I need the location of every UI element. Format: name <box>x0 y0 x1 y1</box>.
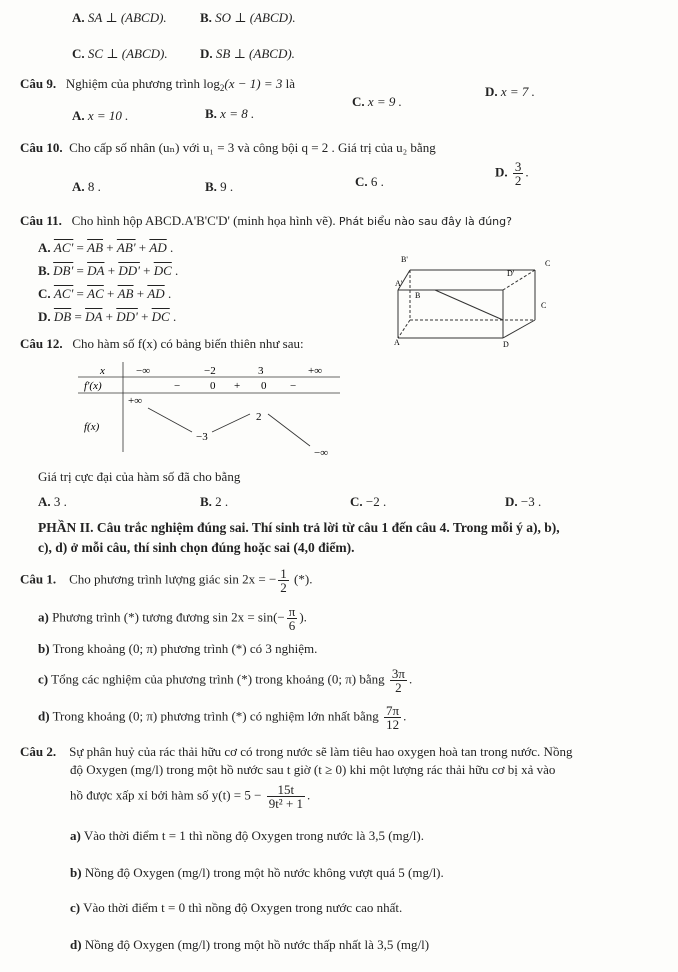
label-b-prime: B' <box>401 255 408 264</box>
table-f-value: +∞ <box>128 395 143 407</box>
table-fprime-sign: − <box>174 380 181 392</box>
p2q1-statement-a[interactable]: a) Phương trình (*) tương đương sin 2x = sin(− $\frac{\pi}{6}$ ). <box>38 604 307 633</box>
table-f-value: −∞ <box>314 447 329 459</box>
fraction: $\frac{7\pi}{12}$ <box>386 703 400 732</box>
label-a: A <box>394 338 400 347</box>
fraction: $\frac{3\pi}{2}$ <box>391 666 405 695</box>
table-x-value: −∞ <box>136 365 151 377</box>
q11-option-d[interactable]: D. $\overline{DB} = \overline{DA} + DD' + \overline{DC}$ . <box>38 309 177 324</box>
table-fprime-label: f'(x) <box>84 380 102 392</box>
label-c-top: C <box>545 259 551 268</box>
q8-option-c[interactable]: C. SC ⊥ (ABCD). <box>72 46 168 61</box>
q11-stem: Câu 11. Cho hình hộp ABCD.A'B'C'D' (minh họa hình vẽ). Phát biểu nào sau đây là đúng? <box>20 213 512 228</box>
fraction: $\frac{\pi}{6}$ <box>288 604 296 633</box>
q12-option-c[interactable]: C. −2 . <box>350 494 387 509</box>
label-d-prime: D' <box>507 269 515 278</box>
p2q2-statement-b[interactable]: b) Nồng độ Oxygen (mg/l) trong một hồ nước không vượt quá 5 (mg/l). <box>70 865 444 880</box>
table-fprime-sign: 0 <box>210 380 216 392</box>
p2q2-stem-line3: hồ được xấp xỉ bởi hàm số y(t) = 5 − $\frac{15t}{\text{9t² + 1}}$ . <box>70 782 311 811</box>
table-f-label: f(x) <box>84 421 100 433</box>
table-fprime-sign: − <box>290 380 297 392</box>
variation-table <box>78 360 343 460</box>
q9-option-a[interactable]: A. x = 10 . <box>72 108 129 123</box>
label-d: D <box>503 340 509 349</box>
p2q1-statement-b[interactable]: b) Trong khoảng (0; π) phương trình (*) có 3 nghiệm. <box>38 641 318 656</box>
p2q2-statement-d[interactable]: d) Nồng độ Oxygen (mg/l) trong một hồ nước thấp nhất là 3,5 (mg/l) <box>70 937 430 952</box>
q8-option-b[interactable]: B. SO ⊥ (ABCD). <box>200 10 296 25</box>
q12-option-a[interactable]: A. 3 . <box>38 494 67 509</box>
q11-option-b[interactable]: B. $DB' = \overline{DA} + DD' + \overline{DC}$ . <box>38 263 179 278</box>
q9-stem: Câu 9. Nghiệm của phương trình $\log_2(x - 1) = 3$ là <box>20 76 296 93</box>
table-x-label: x <box>100 365 105 377</box>
p2q2-statement-a[interactable]: a) Vào thời điểm t = 1 thì nồng độ Oxygen trong nước là 3,5 (mg/l). <box>70 828 424 843</box>
q9-option-c[interactable]: C. x = 9 . <box>352 94 402 109</box>
q8-option-a[interactable]: A. SA ⊥ (ABCD). <box>72 10 167 25</box>
p2q2-stem-line1: Câu 2. Sự phân huỷ của rác thải hữu cơ có trong nước sẽ làm tiêu hao oxygen hoà tan trong nước. Nồng <box>20 744 573 759</box>
q8-option-d[interactable]: D. SB ⊥ (ABCD). <box>200 46 295 61</box>
part2-heading-line2: c), d) ở mỗi câu, thí sinh chọn đúng hoặc sai (4,0 điểm). <box>38 540 355 555</box>
q11-option-c[interactable]: C. $AC' = \overline{AC} + \overline{AB} + \overline{AD}$ . <box>38 286 172 301</box>
fraction: $\frac{15t}{\text{9t² + 1}}$ <box>268 782 304 811</box>
fraction: $\frac{1}{2}$ <box>280 566 287 595</box>
q10-option-a[interactable]: A. 8 . <box>72 179 101 194</box>
q10-option-d[interactable]: D. $\frac{3}{2}$ . <box>495 159 529 188</box>
parallelepiped-figure <box>395 250 565 350</box>
p2q1-statement-c[interactable]: c) Tổng các nghiệm của phương trình (*) trong khoảng (0; π) bằng $\frac{3\pi}{2}$ . <box>38 666 413 695</box>
p2q1-stem: Câu 1. Cho phương trình lượng giác sin 2x = − $\frac{1}{2}$ (*). <box>20 566 313 595</box>
table-x-value: −2 <box>204 365 216 377</box>
label-c: C <box>541 301 547 310</box>
q11-option-a[interactable]: A. $AC' = \overline{AB} + AB' + \overline{AD}$ . <box>38 240 174 255</box>
q10-option-c[interactable]: C. 6 . <box>355 174 384 189</box>
q12-stem: Câu 12. Cho hàm số f(x) có bảng biến thiên như sau: <box>20 336 304 351</box>
table-f-value: 2 <box>256 411 262 423</box>
table-x-value: 3 <box>258 365 264 377</box>
q9-option-b[interactable]: B. x = 8 . <box>205 106 255 121</box>
q12-option-b[interactable]: B. 2 . <box>200 494 229 509</box>
p2q1-statement-d[interactable]: d) Trong khoảng (0; π) phương trình (*) có nghiệm lớn nhất bằng $\frac{7\pi}{12}$ . <box>38 703 407 732</box>
table-x-value: +∞ <box>308 365 323 377</box>
q10-stem: Câu 10. Cho cấp số nhân (uₙ) với u₁ = 3 và công bội q = 2 . Giá trị của u₂ bằng <box>20 140 436 155</box>
label-b: B <box>415 291 421 300</box>
part2-heading-line1: PHẦN II. Câu trắc nghiệm đúng sai. Thí sinh trả lời từ câu 1 đến câu 4. Trong mỗi ý a), b), <box>38 520 560 535</box>
p2q2-stem-line2: độ Oxygen (mg/l) trong một hồ nước sau t giờ (t ≥ 0) khi một lượng rác thải hữu cơ bị xả vào <box>70 762 556 777</box>
q10-option-b[interactable]: B. 9 . <box>205 179 234 194</box>
table-f-value: −3 <box>196 431 208 443</box>
q9-option-d[interactable]: D. x = 7 . <box>485 84 535 99</box>
table-fprime-sign: 0 <box>261 380 267 392</box>
label-a-prime: A' <box>395 279 403 288</box>
table-fprime-sign: + <box>234 380 241 392</box>
p2q2-statement-c[interactable]: c) Vào thời điểm t = 0 thì nồng độ Oxygen trong nước cao nhất. <box>70 900 403 915</box>
fraction: $\frac{3}{2}$ <box>514 159 522 188</box>
q12-question: Giá trị cực đại của hàm số đã cho bằng <box>38 469 241 484</box>
q12-option-d[interactable]: D. −3 . <box>505 494 542 509</box>
